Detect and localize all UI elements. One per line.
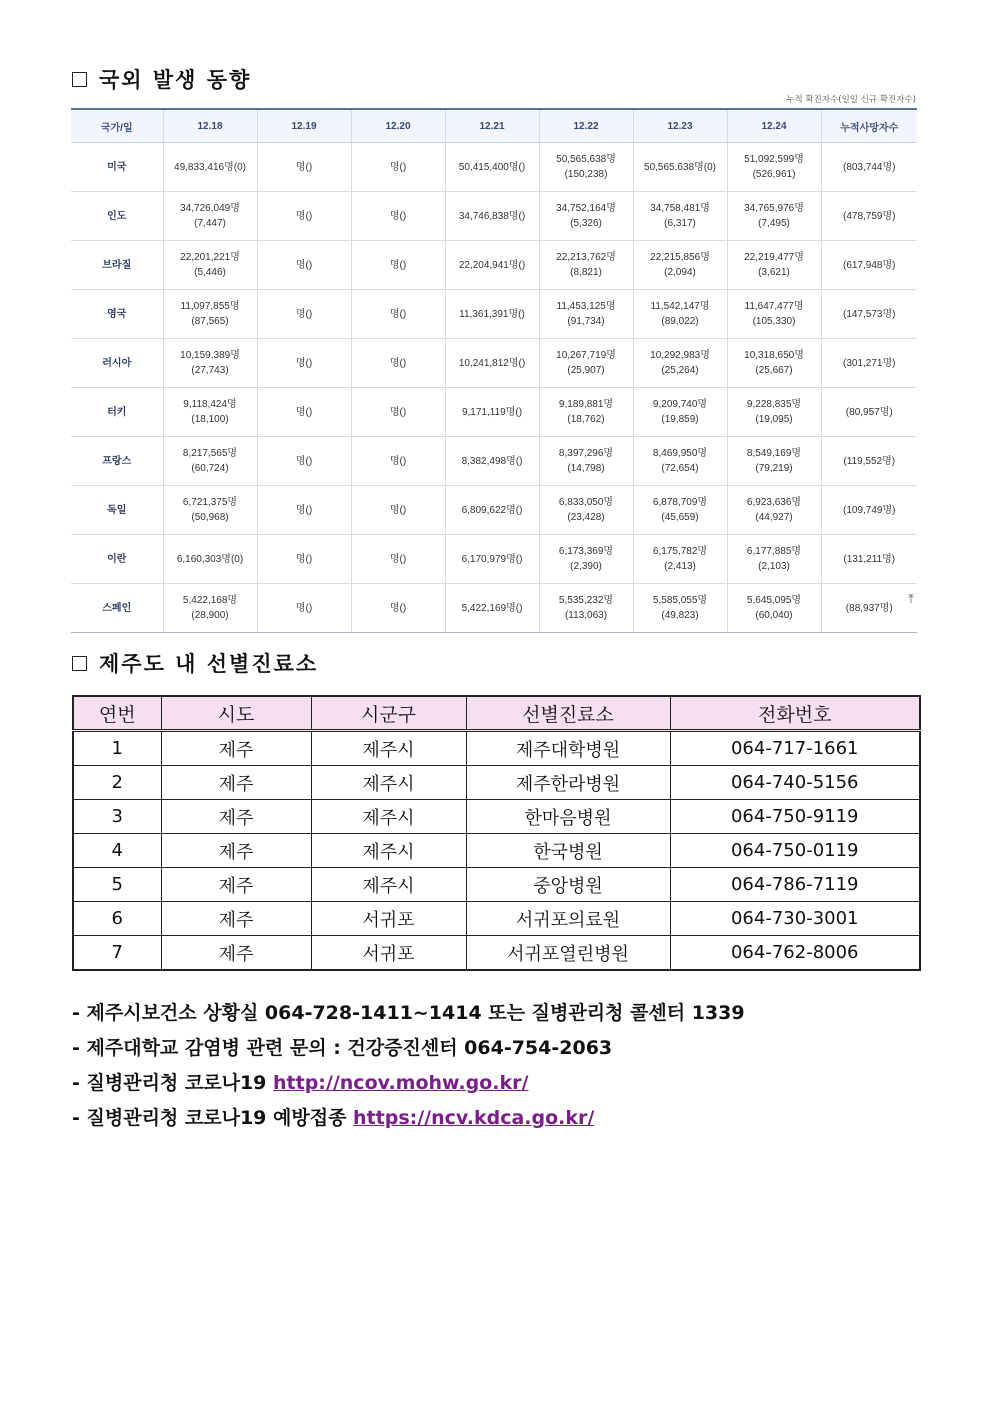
case-count: 8,469,950명 [652, 448, 708, 459]
case-count: 명() [389, 602, 407, 614]
new-case-count: (18,100) [191, 414, 229, 425]
case-count-cell [163, 290, 257, 339]
case-count-cell [727, 486, 821, 535]
case-count: (803,744명) [843, 161, 896, 173]
case-count: 6,721,375명 [182, 497, 238, 508]
new-case-count: (8,821) [570, 267, 602, 278]
case-count-cell [257, 339, 351, 388]
case-count: 9,118,424명 [183, 399, 237, 410]
case-count-cell [633, 143, 727, 192]
case-count-cell [445, 437, 539, 486]
case-count-cell [445, 388, 539, 437]
case-count: 22,204,941명() [458, 259, 526, 271]
city: 제주시 [311, 766, 466, 800]
case-count: 11,361,391명() [459, 308, 525, 320]
case-count-cell [351, 241, 445, 290]
case-count: 34,746,838명() [458, 210, 526, 222]
case-count: 6,878,709명 [652, 497, 708, 508]
row-number: 4 [73, 834, 161, 868]
case-count-cell [351, 584, 445, 633]
case-count-cell [445, 584, 539, 633]
phone-number: 064-786-7119 [670, 868, 920, 902]
phone-number: 064-717-1661 [670, 731, 920, 766]
case-count-cell [257, 535, 351, 584]
case-count: 명() [389, 455, 407, 467]
table-row [71, 584, 917, 633]
case-count: 50,565,638명(0) [644, 161, 716, 173]
new-case-count: (2,390) [570, 561, 602, 572]
table-row [71, 241, 917, 290]
new-case-count: (72,654) [661, 463, 699, 474]
new-case-count: (5,326) [570, 218, 602, 229]
case-count: 명() [295, 210, 313, 222]
country-name: 미국 [71, 143, 163, 192]
case-count-cell [633, 437, 727, 486]
new-case-count: (2,094) [664, 267, 696, 278]
case-count: 8,549,169명 [746, 448, 802, 459]
phone-number: 064-762-8006 [670, 936, 920, 971]
new-case-count: (7,447) [194, 218, 226, 229]
new-case-count: (60,724) [191, 463, 229, 474]
phone-number: 064-750-0119 [670, 834, 920, 868]
case-count: (88,937명) [845, 602, 893, 614]
case-count-cell [257, 241, 351, 290]
clinic-name: 서귀포의료원 [466, 902, 670, 936]
province: 제주 [161, 902, 311, 936]
case-count-cell [257, 486, 351, 535]
country-name: 브라질 [71, 241, 163, 290]
case-count: 명() [295, 455, 313, 467]
country-name: 러시아 [71, 339, 163, 388]
case-count-cell [633, 339, 727, 388]
section-overseas-title [72, 64, 251, 94]
case-count: 명() [295, 602, 313, 614]
row-number: 5 [73, 868, 161, 902]
case-count-cell [257, 437, 351, 486]
case-count-cell [351, 143, 445, 192]
case-count-cell [633, 388, 727, 437]
case-count-cell [727, 290, 821, 339]
intl-header-cell: 12.19 [257, 109, 351, 143]
intl-header-cell: 국가/일 [71, 109, 163, 143]
case-count: 34,758,481명 [650, 203, 710, 214]
case-count: 6,160,303명(0) [176, 553, 244, 565]
province: 제주 [161, 868, 311, 902]
case-count-cell [257, 192, 351, 241]
new-case-count: (113,063) [564, 610, 608, 621]
table-row [73, 868, 920, 902]
case-count: (80,957명) [845, 406, 893, 418]
case-count-cell [821, 241, 917, 290]
case-count: 9,209,740명 [652, 399, 708, 410]
case-count: 10,292,983명 [650, 350, 710, 361]
country-name: 이란 [71, 535, 163, 584]
case-count-cell [821, 437, 917, 486]
case-count: 명() [295, 308, 313, 320]
case-count: 명() [295, 406, 313, 418]
case-count: 34,765,976명 [744, 203, 804, 214]
country-name: 인도 [71, 192, 163, 241]
case-count-cell [257, 143, 351, 192]
city: 제주시 [311, 834, 466, 868]
case-count: 8,397,296명 [558, 448, 614, 459]
case-count: 9,228,835명 [746, 399, 802, 410]
new-case-count: (25,907) [567, 365, 605, 376]
case-count-cell [539, 388, 633, 437]
province: 제주 [161, 731, 311, 766]
section-overseas-title-text: 국외 발생 동향 [99, 68, 252, 92]
intl-header-cell: 12.22 [539, 109, 633, 143]
table-row [73, 902, 920, 936]
new-case-count: (2,413) [664, 561, 696, 572]
case-count-cell [539, 535, 633, 584]
intl-header-cell: 12.23 [633, 109, 727, 143]
clinic-name: 서귀포열린병원 [466, 936, 670, 971]
new-case-count: (25,667) [755, 365, 793, 376]
clinic-name: 제주대학병원 [466, 731, 670, 766]
table-row [73, 834, 920, 868]
case-count: 6,173,369명 [558, 546, 614, 557]
row-number: 2 [73, 766, 161, 800]
case-count-cell [351, 486, 445, 535]
section-clinics-title-text: 제주도 내 선별진료소 [99, 652, 319, 676]
case-count-cell [539, 584, 633, 633]
case-count-cell [163, 192, 257, 241]
province: 제주 [161, 766, 311, 800]
case-count-cell [633, 535, 727, 584]
section-clinics-title [72, 648, 318, 678]
new-case-count: (7,495) [758, 218, 790, 229]
case-count-cell [351, 339, 445, 388]
case-count-cell [633, 486, 727, 535]
case-count-cell [257, 584, 351, 633]
clinic-header-cell: 전화번호 [670, 696, 920, 731]
contact-info [72, 996, 745, 1136]
case-count: (131,211명) [843, 553, 896, 565]
clinics-table [72, 695, 921, 971]
vaccination-link[interactable]: https://ncv.kdca.go.kr/ [353, 1107, 595, 1129]
case-count-cell [821, 290, 917, 339]
new-case-count: (27,743) [191, 365, 229, 376]
intl-header-cell: 12.21 [445, 109, 539, 143]
case-count-cell [163, 339, 257, 388]
city: 서귀포 [311, 902, 466, 936]
case-count-cell [445, 535, 539, 584]
case-count: 22,201,221명 [180, 252, 240, 263]
case-count-cell [351, 388, 445, 437]
case-count: (119,552명) [843, 455, 896, 467]
case-count: 8,217,565명 [182, 448, 238, 459]
case-count-cell [539, 290, 633, 339]
case-count-cell [163, 486, 257, 535]
case-count-cell [727, 535, 821, 584]
case-count-cell [539, 143, 633, 192]
case-count: 5,585,055명 [652, 595, 708, 606]
city: 제주시 [311, 800, 466, 834]
country-name: 터키 [71, 388, 163, 437]
case-count-cell [821, 192, 917, 241]
row-number: 1 [73, 731, 161, 766]
clinic-name: 한국병원 [466, 834, 670, 868]
case-count: 11,542,147명 [650, 301, 710, 312]
table-row [71, 192, 917, 241]
province: 제주 [161, 834, 311, 868]
new-case-count: (60,040) [755, 610, 793, 621]
case-count: 명() [389, 210, 407, 222]
new-case-count: (19,095) [755, 414, 793, 425]
case-count: 8,382,498명() [461, 455, 523, 467]
ncov-link[interactable]: http://ncov.mohw.go.kr/ [273, 1072, 529, 1094]
case-count-cell [163, 437, 257, 486]
row-number: 3 [73, 800, 161, 834]
info-line-kdca-covid [72, 1066, 745, 1101]
row-number: 7 [73, 936, 161, 971]
case-count-cell [727, 584, 821, 633]
city: 서귀포 [311, 936, 466, 971]
case-count: 6,809,622명() [461, 504, 523, 516]
city: 제주시 [311, 731, 466, 766]
case-count-cell [727, 143, 821, 192]
case-count: 22,219,477명 [744, 252, 804, 263]
case-count: 명() [389, 357, 407, 369]
table-row [73, 731, 920, 766]
table-note: 누적 확진자수(일일 신규 확진자수) [786, 95, 916, 105]
table-row [73, 936, 920, 971]
case-count: (147,573명) [843, 308, 896, 320]
new-case-count: (87,565) [191, 316, 229, 327]
new-case-count: (526,961) [752, 169, 796, 180]
table-row [73, 800, 920, 834]
info-line-university: - 제주대학교 감염병 관련 문의 : 건강증진센터 064-754-2063 [72, 1037, 613, 1059]
new-case-count: (89,022) [661, 316, 699, 327]
case-count-cell [163, 143, 257, 192]
case-count: 명() [389, 161, 407, 173]
case-count: 34,726,049명 [180, 203, 240, 214]
clinic-name: 제주한라병원 [466, 766, 670, 800]
case-count-cell [351, 437, 445, 486]
case-count-cell [539, 437, 633, 486]
intl-header-cell: 12.20 [351, 109, 445, 143]
case-count-cell [633, 241, 727, 290]
intl-header-cell: 12.24 [727, 109, 821, 143]
clinic-header-cell: 시도 [161, 696, 311, 731]
case-count-cell [445, 486, 539, 535]
case-count-cell [163, 535, 257, 584]
case-count-cell [539, 192, 633, 241]
case-count-cell [821, 535, 917, 584]
table-row [71, 486, 917, 535]
city: 제주시 [311, 868, 466, 902]
case-count-cell [821, 339, 917, 388]
clinic-header-cell: 시군구 [311, 696, 466, 731]
new-case-count: (3,621) [758, 267, 790, 278]
new-case-count: (79,219) [755, 463, 793, 474]
case-count-cell [257, 290, 351, 339]
new-case-count: (44,927) [755, 512, 793, 523]
country-name: 프랑스 [71, 437, 163, 486]
case-count: 명() [295, 553, 313, 565]
case-count: 50,415,400명() [458, 161, 526, 173]
case-count: 5,535,232명 [558, 595, 614, 606]
case-count-cell [633, 290, 727, 339]
checkbox-icon [72, 72, 87, 87]
new-case-count: (150,238) [564, 169, 608, 180]
country-name: 독일 [71, 486, 163, 535]
new-case-count: (2,103) [758, 561, 790, 572]
case-count: 22,215,856명 [650, 252, 710, 263]
case-count: (301,271명) [843, 357, 896, 369]
case-count-cell [633, 584, 727, 633]
table-row [71, 535, 917, 584]
case-count: 5,645,095명 [746, 595, 802, 606]
case-count-cell [351, 535, 445, 584]
case-count: 10,159,389명 [180, 350, 240, 361]
case-count-cell [727, 241, 821, 290]
new-case-count: (91,734) [567, 316, 605, 327]
case-count-cell [539, 339, 633, 388]
new-case-count: (28,900) [191, 610, 229, 621]
case-count: 명() [389, 308, 407, 320]
case-count: 9,189,881명 [558, 399, 614, 410]
case-count-cell [445, 241, 539, 290]
case-count-cell [727, 339, 821, 388]
case-count: 11,097,855명 [180, 301, 240, 312]
table-row [71, 143, 917, 192]
case-count-cell [163, 241, 257, 290]
case-count: 6,175,782명 [652, 546, 708, 557]
province: 제주 [161, 936, 311, 971]
new-case-count: (6,317) [664, 218, 696, 229]
case-count: 6,177,885명 [746, 546, 802, 557]
case-count: 명() [295, 357, 313, 369]
clinic-name: 한마음병원 [466, 800, 670, 834]
case-count-cell [445, 192, 539, 241]
case-count: 5,422,169명() [461, 602, 523, 614]
case-count: 51,092,599명 [744, 154, 804, 165]
info-line-vaccination [72, 1101, 745, 1136]
case-count: 6,170,979명() [461, 553, 523, 565]
case-count-cell [351, 290, 445, 339]
new-case-count: (49,823) [661, 610, 699, 621]
phone-number: 064-740-5156 [670, 766, 920, 800]
case-count: 10,318,650명 [744, 350, 804, 361]
case-count: 6,833,050명 [558, 497, 614, 508]
case-count: 10,267,719명 [556, 350, 616, 361]
case-count-cell [821, 388, 917, 437]
case-count-cell [821, 486, 917, 535]
case-count: 22,213,762명 [556, 252, 616, 263]
case-count: 명() [389, 553, 407, 565]
new-case-count: (14,798) [567, 463, 605, 474]
new-case-count: (105,330) [752, 316, 796, 327]
table-row [73, 766, 920, 800]
case-count: 명() [295, 161, 313, 173]
info-line-health-center: - 제주시보건소 상황실 064-728-1411~1414 또는 질병관리청 콜센터 1339 [72, 1002, 745, 1024]
case-count: 34,752,164명 [556, 203, 616, 214]
case-count: 9,171,119명() [461, 406, 523, 418]
case-count: 49,833,416명(0) [174, 161, 246, 173]
case-count-cell [539, 241, 633, 290]
new-case-count: (18,762) [567, 414, 605, 425]
case-count: 11,647,477명 [744, 301, 804, 312]
overseas-table [71, 108, 917, 633]
arrow-to-top-icon[interactable]: ⤒ [908, 592, 914, 607]
case-count-cell [351, 192, 445, 241]
clinic-name: 중앙병원 [466, 868, 670, 902]
checkbox-icon [72, 656, 87, 671]
table-row [71, 339, 917, 388]
case-count-cell [445, 290, 539, 339]
case-count-cell [821, 143, 917, 192]
case-count-cell [445, 339, 539, 388]
table-row [71, 437, 917, 486]
case-count: 명() [389, 406, 407, 418]
new-case-count: (25,264) [661, 365, 699, 376]
case-count: (617,948명) [843, 259, 896, 271]
case-count-cell [257, 388, 351, 437]
intl-header-cell: 누적사망자수 [821, 109, 917, 143]
case-count: 11,453,125명 [556, 301, 616, 312]
case-count-cell [633, 192, 727, 241]
intl-header-cell: 12.18 [163, 109, 257, 143]
case-count-cell [163, 388, 257, 437]
info-line-vaccination-text: - 질병관리청 코로나19 예방접종 [72, 1107, 354, 1129]
case-count-cell [445, 143, 539, 192]
case-count-cell [727, 192, 821, 241]
case-count-cell [539, 486, 633, 535]
info-line-kdca-covid-text: - 질병관리청 코로나19 [72, 1072, 274, 1094]
country-name: 영국 [71, 290, 163, 339]
case-count: 명() [295, 259, 313, 271]
new-case-count: (23,428) [567, 512, 605, 523]
phone-number: 064-730-3001 [670, 902, 920, 936]
case-count-cell [727, 388, 821, 437]
case-count: (109,749명) [843, 504, 896, 516]
new-case-count: (45,659) [661, 512, 699, 523]
case-count: 5,422,168명 [182, 595, 238, 606]
clinic-header-cell: 선별진료소 [466, 696, 670, 731]
new-case-count: (19,859) [661, 414, 699, 425]
country-name: 스페인 [71, 584, 163, 633]
province: 제주 [161, 800, 311, 834]
row-number: 6 [73, 902, 161, 936]
case-count: (478,759명) [843, 210, 896, 222]
case-count-cell [163, 584, 257, 633]
new-case-count: (50,968) [191, 512, 229, 523]
case-count: 명() [295, 504, 313, 516]
case-count: 명() [389, 259, 407, 271]
case-count-cell [727, 437, 821, 486]
clinic-header-cell: 연번 [73, 696, 161, 731]
case-count: 50,565,638명 [556, 154, 616, 165]
case-count: 10,241,812명() [458, 357, 526, 369]
case-count: 명() [389, 504, 407, 516]
table-row [71, 388, 917, 437]
case-count: 6,923,636명 [746, 497, 802, 508]
new-case-count: (5,446) [194, 267, 226, 278]
table-row [71, 290, 917, 339]
phone-number: 064-750-9119 [670, 800, 920, 834]
